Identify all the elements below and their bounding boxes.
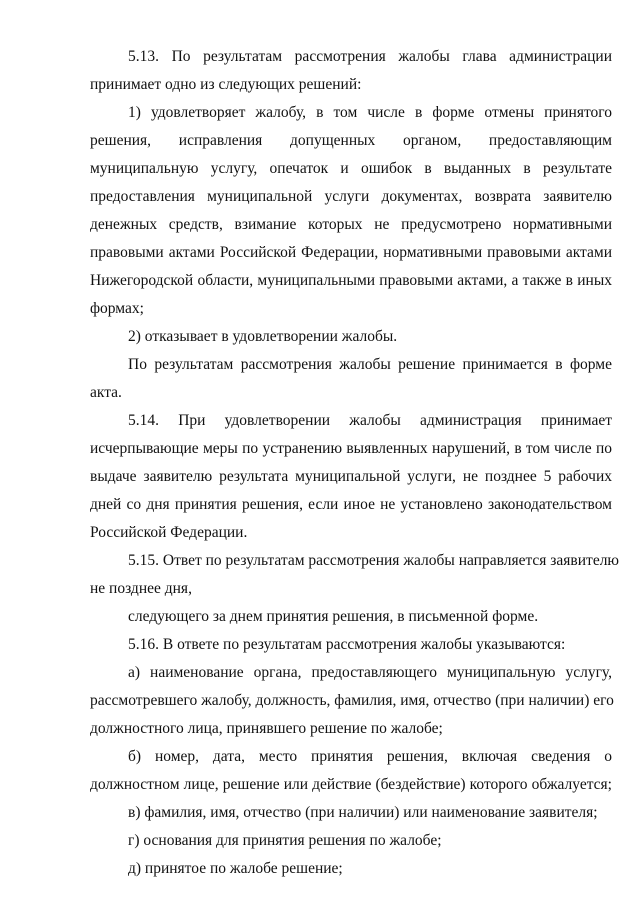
text-line: предоставления муниципальной услуги документах, возврата заявителю [90,188,612,205]
text-line: По результатам рассмотрения жалобы решение принимается в форме [128,356,612,373]
text-line: муниципальную услугу, опечаток и ошибок в выданных в результате [90,160,612,177]
text-line: выдаче заявителю результата муниципальной услуги, не позднее 5 рабочих [90,468,612,485]
text-line: должностного лица, принявшего решение по жалобе; [90,720,443,737]
text-line: должностном лице, решение или действие (бездействие) которого обжалуется; [90,776,612,793]
text-line: Российской Федерации. [90,524,248,541]
text-line: решения, исправления допущенных органом, предоставляющим [90,132,612,149]
text-line: б) номер, дата, место принятия решения, включая сведения о [128,748,612,765]
text-line: дней со дня принятия решения, если иное не установлено законодательством [90,496,612,513]
text-line: принимает одно из следующих решений: [90,76,362,93]
text-line: 5.15. Ответ по результатам рассмотрения жалобы направляется заявителю [128,552,620,569]
text-line: 5.14. При удовлетворении жалобы администрация принимает [128,412,612,429]
text-line: акта. [90,384,122,401]
text-line: правовыми актами Российской Федерации, нормативными правовыми актами [90,244,612,261]
text-line: 5.16. В ответе по результатам рассмотрения жалобы указываются: [128,636,566,653]
text-line: а) наименование органа, предоставляющего муниципальную услугу, [128,664,612,681]
text-line: г) основания для принятия решения по жалобе; [128,832,442,849]
text-line: формах; [90,300,144,317]
text-line: в) фамилия, имя, отчество (при наличии) или наименование заявителя; [128,804,598,821]
text-line: следующего за днем принятия решения, в письменной форме. [128,608,539,625]
text-line: рассмотревшего жалобу, должность, фамилия, имя, отчество (при наличии) его [90,692,614,709]
text-line: д) принятое по жалобе решение; [128,860,343,877]
text-line: 5.13. По результатам рассмотрения жалобы глава администрации [128,48,612,65]
text-line: денежных средств, взимание которых не предусмотрено нормативными [90,216,612,233]
text-line: 1) удовлетворяет жалобу, в том числе в форме отмены принятого [128,104,612,121]
text-line: Нижегородской области, муниципальными правовыми актами, а также в иных [90,272,612,289]
text-line: исчерпывающие меры по устранению выявленных нарушений, в том числе по [90,440,612,457]
text-line: 2) отказывает в удовлетворении жалобы. [128,328,398,345]
text-line: не позднее дня, [90,580,192,597]
